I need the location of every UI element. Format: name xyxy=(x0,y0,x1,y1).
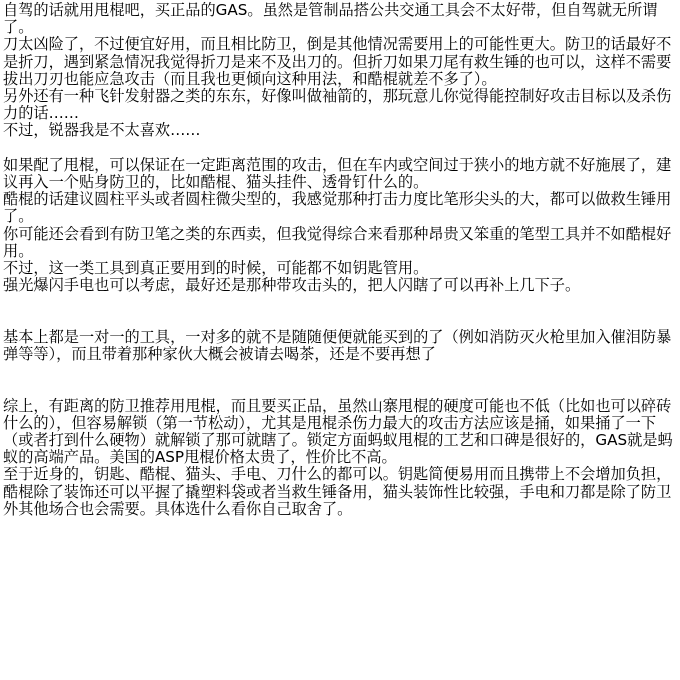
paragraph-summary: 综上，有距离的防卫推荐用甩棍，而且要买正品，虽然山寨甩棍的硬度可能也不低（比如也可以碎砖什么的），但容易解锁（第一节松动），尤其是甩棍杀伤力最大的攻击方法应该是捅，如果捅了一下（或者打到什么硬物）就解锁了那可就瞎了。锁定方面蚂蚁甩棍的工艺和口碑是很好的，GAS就是蚂蚁的高端产品。美国的ASP甩棍价格太贵了，性价比不高。 xyxy=(3,396,673,467)
blank-line xyxy=(3,380,677,397)
paragraph-close-defense: 如果配了甩棍，可以保证在一定距离范围的攻击，但在车内或空间过于狭小的地方就不好施展了，建议再入一个贴身防卫的，比如酷棍、猫头挂件、透骨钉什么的。 xyxy=(3,155,672,192)
paragraph-flashlight: 强光爆闪手电也可以考虑，最好还是那种带攻击头的，把人闪瞎了可以再补上几下子。 xyxy=(3,276,581,295)
paragraph-keys: 不过，这一类工具到真正要用到的时候，可能都不如钥匙管用。 xyxy=(3,259,429,278)
blank-line xyxy=(3,363,677,380)
paragraph-knife: 刀太凶险了，不过便宜好用，而且相比防卫，倒是其他情况需要用上的可能性更大。防卫的话最好不是折刀，遇到紧急情况我觉得折刀是来不及出刀的。但折刀如果刀尾有救生锤的也可以，这样不需要拔出刀刃也能应急攻击（而且我也更倾向这种用法，和酷棍就差不多了）。 xyxy=(3,35,672,88)
paragraph-sleeve-dart: 另外还有一种飞针发射器之类的东东，好像叫做袖箭的，那玩意儿你觉得能控制好攻击目标以及杀伤力的话…… xyxy=(3,87,672,123)
paragraph-kubotan: 酷棍的话建议圆柱平头或者圆柱微尖型的，我感觉那种打击力度比笔形尖头的大，都可以做救生锤用了。 xyxy=(3,190,672,226)
paragraph-gas-baton: 自驾的话就用甩棍吧，买正品的GAS。虽然是管制品搭公共交通工具会不太好带，但自驾就无所谓了。 xyxy=(3,1,658,37)
blank-line xyxy=(3,140,677,157)
paragraph-defense-pen: 你可能还会看到有防卫笔之类的东西卖，但我觉得综合来看那种昂贵又笨重的笔型工具并不如酷棍好用。 xyxy=(3,224,672,260)
document-body xyxy=(3,2,677,518)
paragraph-one-on-one: 基本上都是一对一的工具，一对多的就不是随随便便就能买到的了（例如消防灭火枪里加入催泪防暴弹等等），而且带着那种家伙大概会被请去喝茶，还是不要再想了 xyxy=(3,327,672,364)
paragraph-sharp-weapons: 不过，锐器我是不太喜欢…… xyxy=(3,121,201,140)
paragraph-close-range: 至于近身的，钥匙、酷棍、猫头、手电、刀什么的都可以。钥匙简便易用而且携带上不会增加负担，酷棍除了装饰还可以平握了撬塑料袋或者当救生锤备用，猫头装饰性比较强，手电和刀都是除了防卫外其他场合也会需要。具体选什么看你自己取舍了。 xyxy=(3,465,672,518)
blank-line xyxy=(3,312,677,329)
blank-line xyxy=(3,294,677,311)
